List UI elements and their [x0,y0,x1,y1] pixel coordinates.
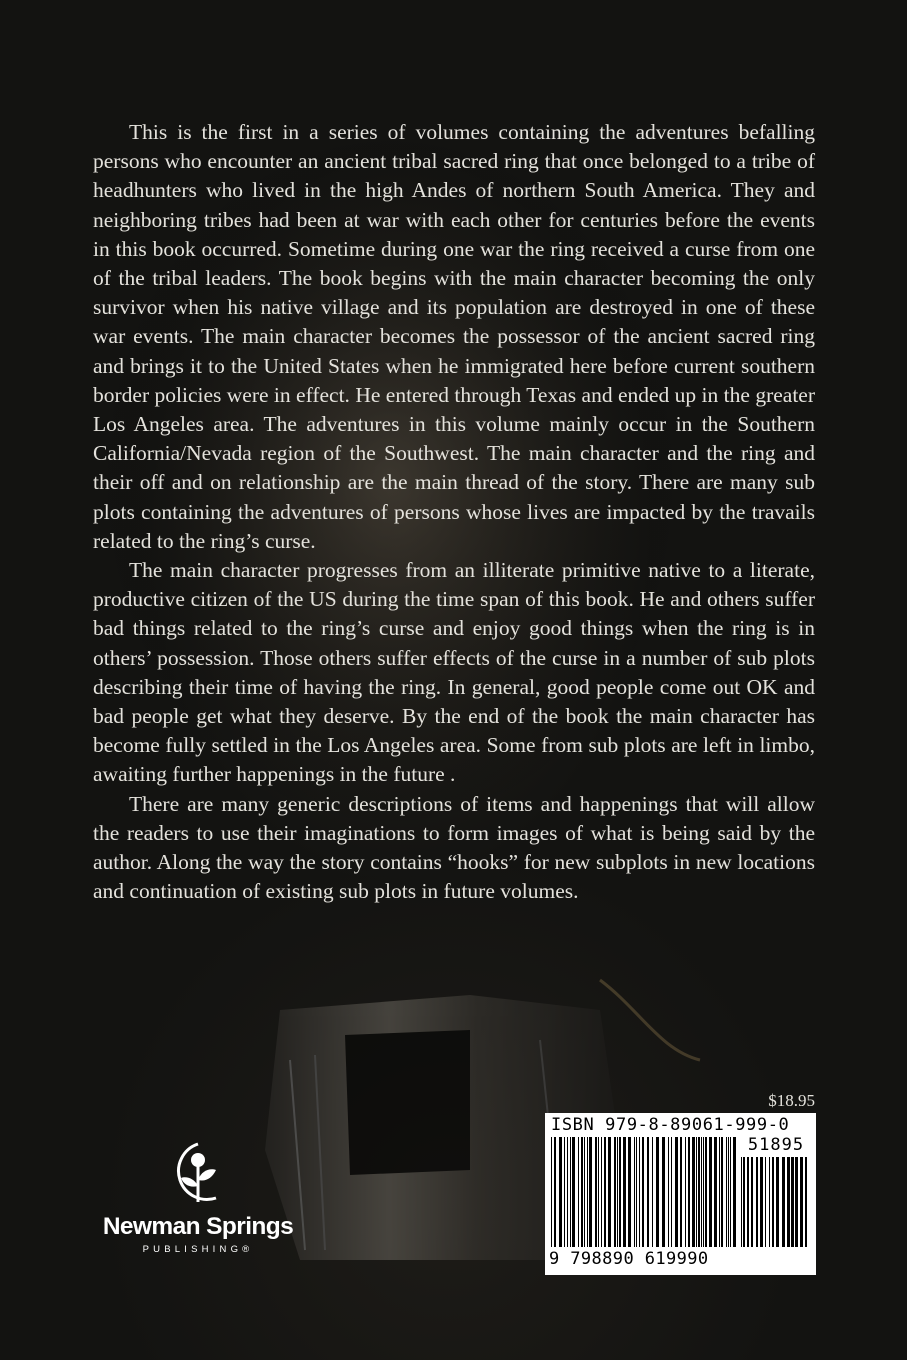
barcode-bar [636,1137,637,1247]
barcode-bar [570,1137,571,1247]
barcode-bar [578,1137,579,1247]
barcode-bar [696,1137,697,1247]
barcode-bar [760,1157,763,1247]
barcode-bar [652,1137,653,1247]
barcode-bar [623,1137,626,1247]
barcode-bar [728,1137,729,1247]
barcode-bar [776,1157,779,1247]
barcode-bar [782,1157,785,1247]
barcode-bar [800,1157,803,1247]
barcode-bar [642,1137,644,1247]
barcode-bar [595,1137,597,1247]
barcode-bar [567,1137,568,1247]
barcode-bar [705,1137,707,1247]
barcode-bar [756,1157,758,1247]
barcode-bar [805,1157,807,1247]
isbn-label: ISBN 979-8-89061-999-0 [551,1115,790,1135]
addon-barcode-bars [741,1157,811,1269]
barcode-bar [709,1137,712,1247]
publisher-name: Newman Springs [102,1213,294,1240]
blurb-paragraph: This is the first in a series of volumes containing the adventures befalling persons who encounter an ancient tribal sacred ring that once belonged to a tribe of headhunters who lived in the high Andes of northern South America. They and neighboring tribes had been at war with each other for centuries before the events in this book occurred. Sometime during one war the ring received a curse from one of the tribal leaders. The book begins with the main character becoming the only survivor when his native village and its population are destroyed in one of these war events. The main character becomes the possessor of the ancient sacred ring and brings it to the United States when he immigrated here before current southern border policies were in effect. He entered through Texas and ended up in the greater Los Angeles area. The adventures in this volume mainly occur in the Southern California/Nevada region of the Southwest. The main character and the ring and their off and on relationship are the main thread of the story. There are many sub plots containing the adventures of persons whose lives are impacted by the travails related to the ring’s curse. [93,120,815,553]
barcode-bar [741,1157,742,1247]
barcode-bar [647,1137,649,1247]
barcode-bar [769,1157,770,1247]
barcode-bar [598,1137,599,1247]
barcode-bar [608,1137,611,1247]
back-cover-blurb [93,118,815,906]
barcode-bar [617,1137,618,1247]
barcode-bar [601,1137,602,1247]
barcode-bar [614,1137,616,1247]
barcode-bar [791,1157,794,1247]
barcode-bar [692,1137,695,1247]
blurb-paragraph: There are many generic descriptions of items and happenings that will allow the readers to use their imaginations to form images of what is being said by the author. Along the way the story contains “hooks” for new subplots in new locations and continuation of existing sub plots in future volumes. [93,791,815,904]
barcode-bar [688,1137,690,1247]
barcode-bar [581,1137,583,1247]
barcode-bar [639,1137,640,1247]
barcode-bar [634,1137,635,1247]
publisher-logo [88,1140,308,1265]
barcode-bar [628,1137,631,1247]
barcode-bar [671,1137,672,1247]
sprout-circle-icon [176,1140,220,1206]
barcode-bar [685,1137,686,1247]
barcode-bar [680,1137,682,1247]
addon-digits: 51895 [747,1135,805,1155]
barcode-bar [559,1137,562,1247]
barcode-bar [698,1137,700,1247]
barcode-bar [721,1137,723,1247]
barcode-bar [733,1137,736,1247]
barcode-bar [751,1157,753,1247]
barcode-bar [589,1137,592,1247]
barcode-bar [551,1137,552,1247]
barcode-bar [662,1137,665,1247]
barcode-bar [726,1137,727,1247]
barcode-bar [747,1157,749,1247]
barcode-bar [584,1137,585,1247]
barcode-bar [572,1137,575,1247]
ean-digits: 9 798890 619990 [549,1249,709,1269]
ean-barcode-bars [551,1137,739,1249]
blurb-paragraph: The main character progresses from an illiterate primitive native to a literate, productive citizen of the US during the time span of this book. He and others suffer bad things related to the ring’s curse and enjoy good things when the ring is in others’ possession. Those others suffer effects of the curse in a number of sub plots describing their time of having the ring. In general, good people come out OK and bad people get what they deserve. By the end of the book the main character has become fully settled in the Los Angeles area. Some from sub plots are left in limbo, awaiting further happenings in the future . [93,558,815,787]
barcode-bar [619,1137,621,1247]
barcode-bar [701,1137,702,1247]
barcode-bar [656,1137,659,1247]
publisher-subtitle: PUBLISHING® [142,1244,254,1255]
barcode-bar [765,1157,766,1247]
barcode-bar [730,1137,731,1247]
price-label: $18.95 [768,1091,815,1110]
barcode-bar [743,1157,745,1247]
barcode-bar [795,1157,798,1247]
barcode-bar [675,1137,678,1247]
barcode-bar [564,1137,565,1247]
barcode-bar [554,1137,556,1247]
barcode-bar [787,1157,790,1247]
barcode-bar [772,1157,774,1247]
isbn-barcode [545,1113,816,1275]
barcode-bar [703,1137,704,1247]
barcode-bar [668,1137,669,1247]
barcode-bar [714,1137,717,1247]
barcode-bar [604,1137,606,1247]
barcode-bar [719,1137,720,1247]
barcode-bar [587,1137,588,1247]
